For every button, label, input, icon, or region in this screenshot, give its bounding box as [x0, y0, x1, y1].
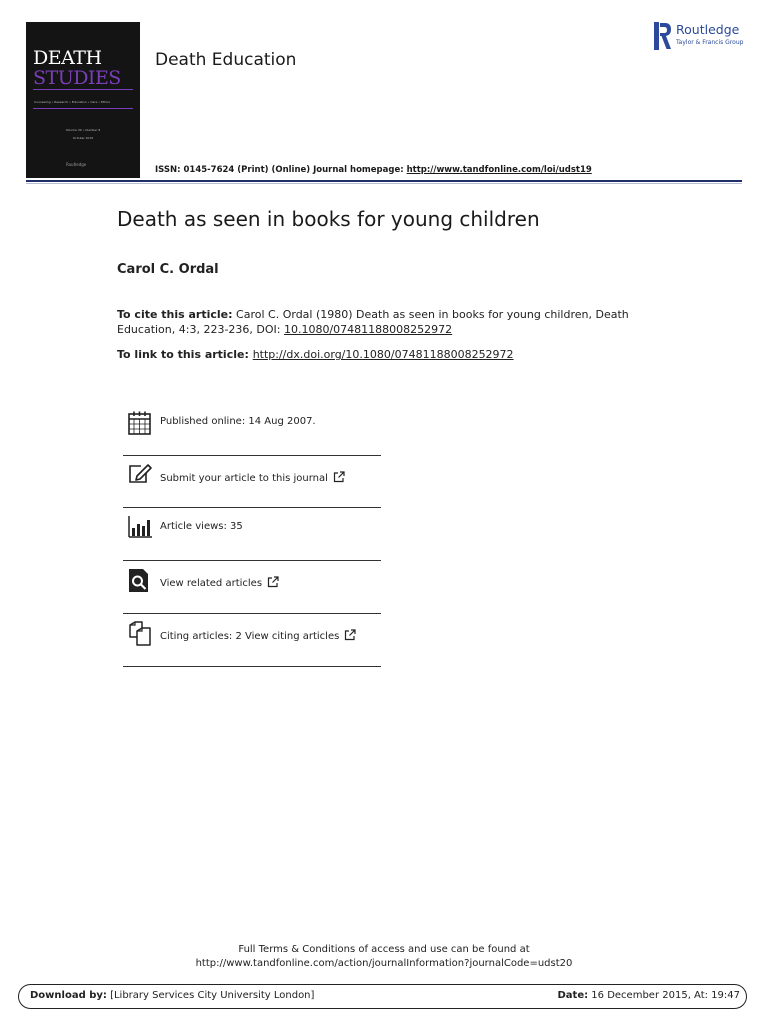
cover-volume: Volume 39 • Number 8	[65, 128, 101, 132]
issn-text: ISSN: 0145-7624 (Print) (Online) Journal homepage:	[155, 165, 407, 175]
citing-articles-icon	[127, 621, 153, 647]
document-search-icon	[127, 568, 153, 594]
header-divider	[26, 180, 742, 182]
external-link-icon	[267, 576, 279, 588]
related-articles-link[interactable]	[160, 576, 279, 589]
terms-line1: Full Terms & Conditions of access and use can be found at	[238, 944, 530, 955]
edit-icon	[127, 462, 153, 488]
download-value: [Library Services City University London]	[106, 990, 315, 1001]
citing-articles-row[interactable]	[123, 618, 381, 658]
bar-chart-icon	[127, 514, 153, 540]
download-date	[558, 990, 741, 1001]
routledge-logo-icon	[654, 22, 672, 50]
article-title: Death as seen in books for young children	[117, 207, 540, 231]
journal-name: Death Education	[155, 50, 297, 70]
citing-articles-text[interactable]: Citing articles: 2 View citing articles	[160, 631, 340, 642]
cover-title-line2: STUDIES	[33, 67, 121, 89]
article-views-row	[123, 512, 381, 552]
citation-text: Carol C. Ordal (1980) Death as seen in books for young children, Death Education, 4:3, 223-236, DOI:	[117, 308, 629, 336]
related-articles-text[interactable]: View related articles	[160, 578, 263, 589]
submit-article-text[interactable]: Submit your article to this journal	[160, 473, 328, 484]
cover-publisher: Routledge	[66, 162, 87, 167]
published-online-text: Published online: 14 Aug 2007.	[160, 416, 316, 427]
citation-label: To cite this article:	[117, 308, 233, 321]
citation-doi-link[interactable]: 10.1080/07481188008252972	[283, 322, 453, 336]
cover-title-line1: DEATH	[33, 47, 102, 69]
citation-block	[117, 308, 677, 337]
citing-articles-link[interactable]	[160, 629, 356, 642]
divider	[123, 507, 381, 508]
related-articles-row[interactable]	[123, 565, 381, 605]
article-link-url[interactable]: http://dx.doi.org/10.1080/07481188008252972	[252, 348, 514, 361]
external-link-icon	[344, 629, 356, 641]
article-views-text: Article views: 35	[160, 521, 243, 532]
article-author: Carol C. Ordal	[117, 262, 219, 277]
date-label: Date:	[557, 990, 589, 1001]
download-label: Download by:	[30, 990, 107, 1001]
article-link-label: To link to this article:	[117, 348, 253, 361]
cover-rule	[33, 89, 133, 90]
published-online-row	[123, 408, 381, 440]
divider	[123, 560, 381, 561]
publisher-subtitle: Taylor & Francis Group	[676, 39, 744, 46]
date-value: 16 December 2015, At: 19:47	[588, 990, 740, 1001]
external-link-icon	[333, 471, 345, 483]
cover-date: October 2015	[72, 136, 94, 140]
journal-homepage-link[interactable]: http://www.tandfonline.com/loi/udst19	[406, 165, 592, 175]
terms-url[interactable]: http://www.tandfonline.com/action/journalInformation?journalCode=udst20	[195, 958, 573, 969]
article-link-block	[117, 348, 514, 361]
issn-line	[155, 165, 592, 175]
terms-block	[0, 943, 768, 971]
journal-cover-image	[26, 22, 140, 178]
submit-article-row[interactable]	[123, 460, 381, 500]
divider	[123, 613, 381, 614]
cover-subtitle: Counseling • Research • Education • Care • Ethics	[34, 100, 110, 104]
cover-rule	[33, 108, 133, 109]
download-info	[30, 990, 314, 1001]
publisher-name: Routledge	[676, 22, 740, 37]
submit-article-link[interactable]	[160, 471, 345, 484]
divider	[123, 666, 381, 667]
divider	[123, 455, 381, 456]
calendar-icon	[127, 410, 153, 436]
header-divider-secondary	[26, 183, 742, 184]
